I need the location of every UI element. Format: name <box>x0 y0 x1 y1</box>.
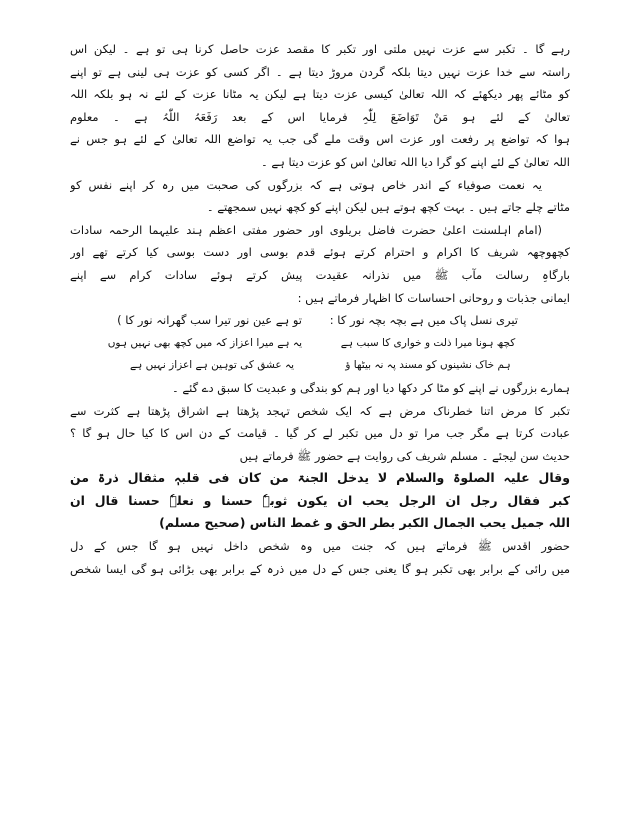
verse-right-half: ہم خاک نشینوں کو مسند پہ نہ بیٹھا ؤ <box>345 359 511 372</box>
verse-couplet <box>70 332 570 355</box>
arabic-line: کبر فقال رجل ان الرجل یحب ان یکون ثوبہٗ حسنا و نعلہٗ حسنا قال ان <box>70 492 570 508</box>
verse-couplet <box>70 309 570 332</box>
text-line: (امام اہلسنت اعلیٰ حضرت فاضل بریلوی اور حضور مفتی اعظم ہند علیہما الرحمہ سادات <box>70 222 542 237</box>
paragraph-takabbur <box>70 377 570 467</box>
paragraph-sufiya <box>70 174 570 219</box>
verse-right-half: تیری نسل پاک میں ہے بچہ بچہ نور کا : <box>329 313 518 328</box>
text-line: راستہ سے خدا عزت نہیں دیتا بلکہ گردن مروڑ دیتا ہے ۔ اگر کسی کو عزت ہی لینی ہے تو اپنے <box>70 64 570 79</box>
text-line: اللہ تعالیٰ کے لئے اپنے کو گرا دیا اللہ تعالیٰ اس کو عزت دیتا ہے ۔ <box>261 154 570 169</box>
verse-couplet <box>70 354 570 377</box>
paragraph-tawazu <box>70 38 570 174</box>
verse-block <box>70 309 570 377</box>
text-line: یہ نعمت صوفیاء کے اندر خاص ہوتی ہے کہ بزرگوں کی صحبت میں رہ کر اپنے نفس کو <box>70 177 542 192</box>
text-line: حضور اقدس ﷺ فرماتے ہیں کہ جنت میں وہ شخص داخل نہیں ہو گا جس کے دل <box>70 539 570 554</box>
verse-left-half: یہ عشق کی توہین ہے اعزاز نہیں ہے <box>129 359 295 372</box>
text-line: کچھوچھہ شریف کا اکرام و احترام کرتے ہوئے قدم بوسی اور دست بوسی کیا کرتے تھے اور <box>70 245 570 260</box>
text-line: ہمارے بزرگوں نے اپنے کو مٹا کر دکھا دیا اور ہم کو بندگی و عبدیت کا سبق دے گئے ۔ <box>172 380 570 395</box>
text-line: مٹاتے چلے جاتے ہیں ۔ بہت کچھ ہوتے ہیں لیکن اپنے کو کچھ نہیں سمجھتے ۔ <box>206 200 570 215</box>
verse-left-half: یہ ہے میرا اعزاز کہ میں کچھ بھی نہیں ہوں <box>107 336 302 349</box>
text-line: رہے گا ۔ تکبر سے عزت نہیں ملتی اور تکبر کا مقصد عزت حاصل کرنا ہی تو ہے ۔ لیکن اس <box>70 42 570 56</box>
arabic-line: اللہ جمیل یحب الجمال الکبر بطر الحق و غمط الناس (صحیح مسلم) <box>159 515 570 531</box>
text-line: ہوا کہ تواضع پر رفعت اور عزت اس وقت ملے گی جب یہ تواضع اللہ تعالیٰ کے لئے ہو جس نے <box>70 132 570 147</box>
text-line: تکبر کا مرض اتنا خطرناک مرض ہے کہ ایک شخص تہجد پڑھتا ہے اشراق پڑھتا ہے کثرت سے <box>70 403 570 418</box>
text-line: حدیث سن لیجئے ۔ مسلم شریف کی روایت ہے حضور ﷺ فرماتے ہیں <box>239 448 570 463</box>
text-line: عبادت کرتا ہے مگر جب مرا تو دل میں تکبر لے کر گیا ۔ قیامت کے دن اس کا کیا حال ہو گا ؟ <box>70 426 570 441</box>
arabic-line: وقال علیہ الصلوۃ والسلام لا یدخل الجنۃ من کان فی قلبہٖ مثقال ذرۃ من <box>70 470 570 486</box>
document-page <box>70 38 570 580</box>
text-line: کو مٹائے پھر دیکھئے کہ اللہ تعالیٰ کیسی عزت دیتا ہے لیکن یہ مٹانا عزت کے لئے نہ ہو بلکہ اللہ <box>70 87 570 102</box>
paragraph-imam-ahlesunnat <box>70 219 570 309</box>
verse-left-half: تو ہے عین نور تیرا سب گھرانہ نور کا ) <box>117 313 302 328</box>
paragraph-hadith-translation <box>70 535 570 580</box>
text-line: میں رائی کے برابر بھی تکبر ہو گا یعنی جس کے دل میں ذرہ کے برابر بھی بڑائی ہو گی ایسا شخص <box>70 561 570 576</box>
verse-right-half: کچھ ہونا میرا ذلت و خواری کا سبب ہے <box>340 336 516 349</box>
text-line: بارگاہِ رسالت مآب ﷺ میں نذرانہ عقیدت پیش کرتے ہوئے سادات کرام سے اپنے <box>70 267 570 282</box>
text-line: تعالیٰ کے لئے ہو مَنْ تَوَاضَعَ لِلّٰہِ فرمایا اس کے بعد رَفَعَہُ اللّٰہُ ہے ۔ معلوم <box>70 109 570 124</box>
text-line: ایمانی جذبات و روحانی احساسات کا اظہار فرماتے ہیں : <box>297 290 570 305</box>
hadith-arabic <box>70 467 570 535</box>
